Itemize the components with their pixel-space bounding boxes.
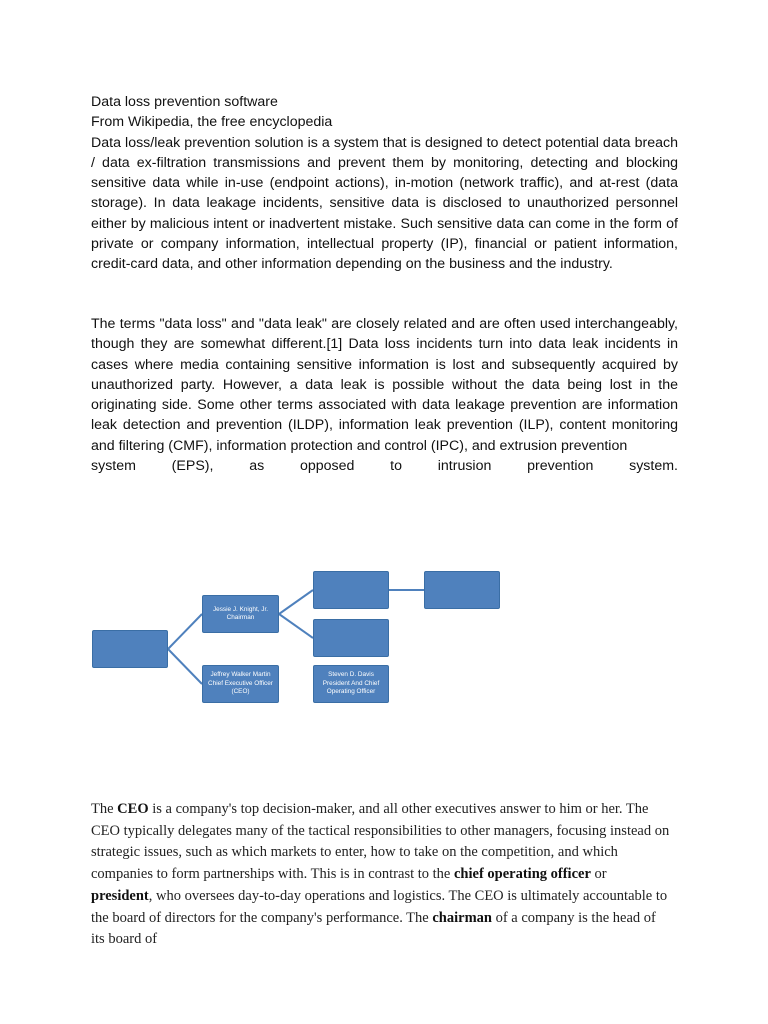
- connector-chairman-bottom: [279, 614, 313, 638]
- ceo-name: Jeffrey Walker Martin: [210, 671, 271, 679]
- article-title: Data loss prevention software: [91, 94, 278, 110]
- exec-bold-coo: chief operating officer: [453, 866, 591, 883]
- connector-root-ceo: [168, 649, 202, 684]
- exec-bold-president: president: [91, 887, 149, 904]
- exec-text-4: of a company is the head of its board of: [91, 909, 656, 948]
- org-box-chairman: [202, 595, 279, 633]
- executives-paragraph: [91, 799, 671, 951]
- article-paragraph-2: The terms "data loss" and "data leak" are closely related and are often used interchangeably, though they are somewhat different.[1] Data loss incidents turn into data leak incidents in cases where media containing sensitive information is lost and subsequently acquired by unauthorized party. However, a data leak is possible without the data being lost in the originating side. Some other terms associated with data leakage prevention are information leak detection and prevention (ILDP), information leak prevention (ILP), content monitoring and filtering (CMF), information protection and control (IPC), and extrusion prevention: [91, 316, 678, 454]
- article-paragraph-1: Data loss/leak prevention solution is a system that is designed to detect potential data breach / data ex-filtration transmissions and prevent them by monitoring, detecting and blocking sensitive data while in-use (endpoint actions), in-motion (network traffic), and at-rest (data storage). In data leakage incidents, sensitive data is disclosed to unauthorized personnel either by malicious intent or inadvertent mistake. Such sensitive data can come in the form of private or company information, intellectual property (IP), financial or patient information, credit-card data, and other information depending on the business and the industry.: [91, 134, 678, 273]
- org-chart: [0, 560, 768, 720]
- org-box-top-middle: [313, 571, 389, 609]
- org-box-root: [92, 630, 168, 668]
- connector-root-chairman: [168, 614, 202, 649]
- org-box-coo: [313, 665, 389, 703]
- exec-bold-ceo: CEO: [117, 801, 149, 817]
- org-box-bottom-middle: [313, 619, 389, 657]
- org-box-ceo: [202, 665, 279, 703]
- exec-bold-chairman: chairman: [432, 909, 492, 926]
- article-intro: [91, 92, 678, 275]
- org-box-top-right: [424, 571, 500, 609]
- ceo-title: Chief Executive Officer (CEO): [208, 679, 273, 696]
- chairman-name: Jessie J. Knight, Jr.: [212, 605, 269, 613]
- article-source: From Wikipedia, the free encyclopedia: [91, 114, 333, 131]
- chairman-title: Chairman: [226, 614, 255, 621]
- exec-text-or: or: [590, 866, 607, 883]
- article-paragraph-2-last-line: system (EPS), as opposed to intrusion prevention system.: [91, 458, 678, 475]
- connector-chairman-top: [279, 590, 313, 614]
- coo-title: President And Chief Operating Officer: [322, 679, 380, 696]
- exec-text-1: The: [91, 801, 118, 817]
- exec-text-3: , who oversees day-to-day operations and logistics. The CEO is ultimately accountable to the board of directors for the company's performance. The: [91, 887, 668, 926]
- article-paragraph-2-block: [91, 314, 678, 476]
- exec-text-2: is a company's top decision-maker, and all other executives answer to him or her. The CEO typically delegates many of the tactical responsibilities to other managers, focusing instead on strategic issues, such as which markets to enter, how to take on the competition, and which companies to form partnerships with. This is in contrast to the: [91, 801, 670, 883]
- coo-name: Steven D. Davis: [328, 671, 374, 679]
